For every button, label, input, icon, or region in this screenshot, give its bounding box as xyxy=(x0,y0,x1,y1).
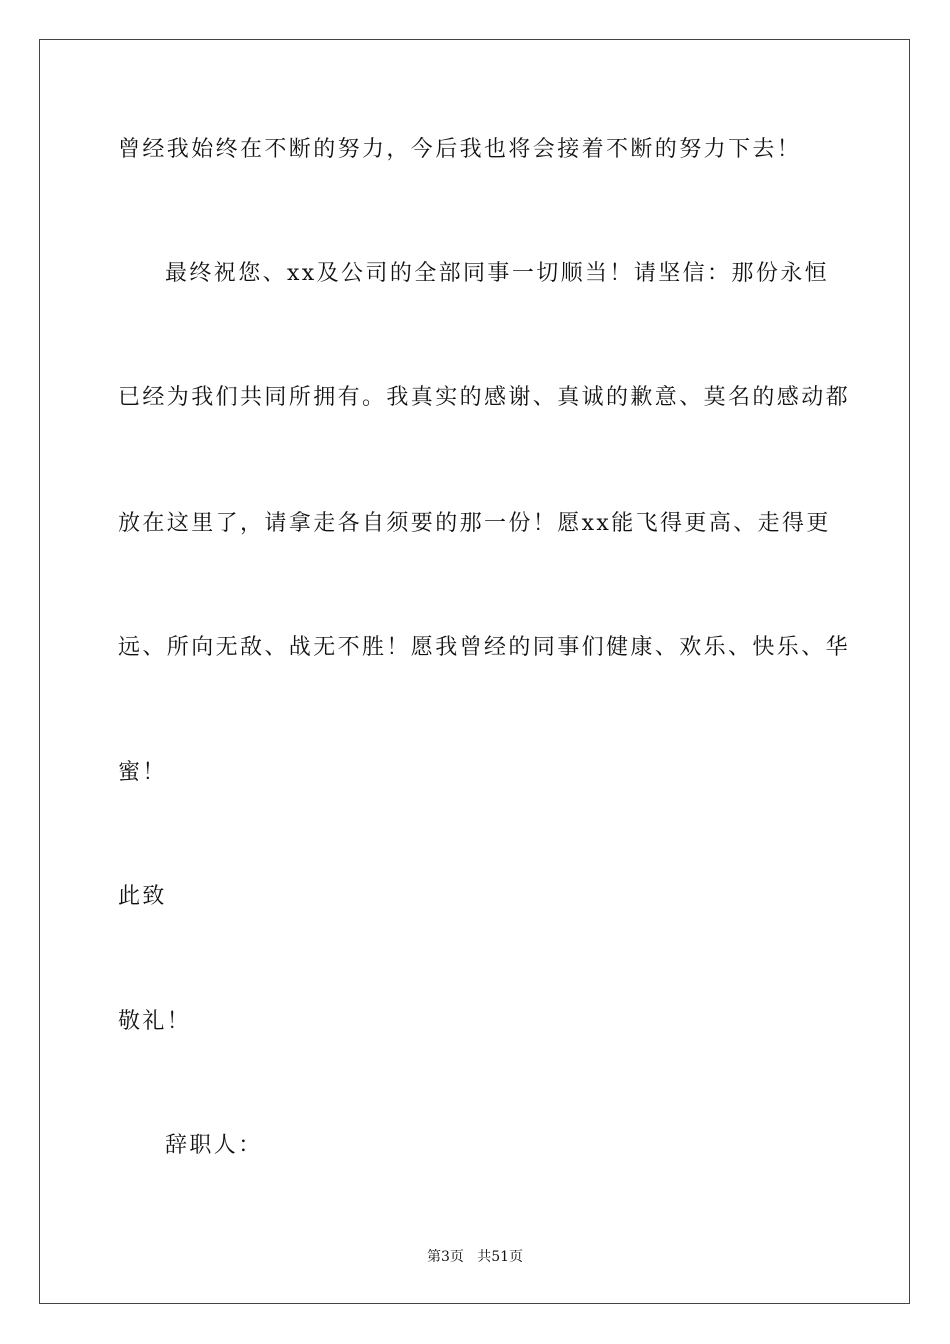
page-footer: 第3页 共51页 xyxy=(426,1249,524,1265)
signature-label: 辞职人： xyxy=(165,1133,263,1158)
text-line-3: 已经为我们共同所拥有。我真实的感谢、真诚的歉意、莫名的感动都 xyxy=(118,385,851,410)
closing-salutation: 此致 xyxy=(118,884,167,909)
text-line-2: 最终祝您、xx及公司的全部同事一切顺当！请坚信：那份永恒 xyxy=(165,261,830,286)
page-frame xyxy=(39,39,910,1304)
text-line-5: 远、所向无敌、战无不胜！愿我曾经的同事们健康、欢乐、快乐、华 xyxy=(118,635,851,660)
text-line-4: 放在这里了，请拿走各自须要的那一份！愿xx能飞得更高、走得更 xyxy=(118,511,831,536)
text-line-6: 蜜！ xyxy=(118,760,167,785)
closing-regards: 敬礼！ xyxy=(118,1009,192,1034)
text-line-1: 曾经我始终在不断的努力，今后我也将会接着不断的努力下去！ xyxy=(118,137,802,162)
